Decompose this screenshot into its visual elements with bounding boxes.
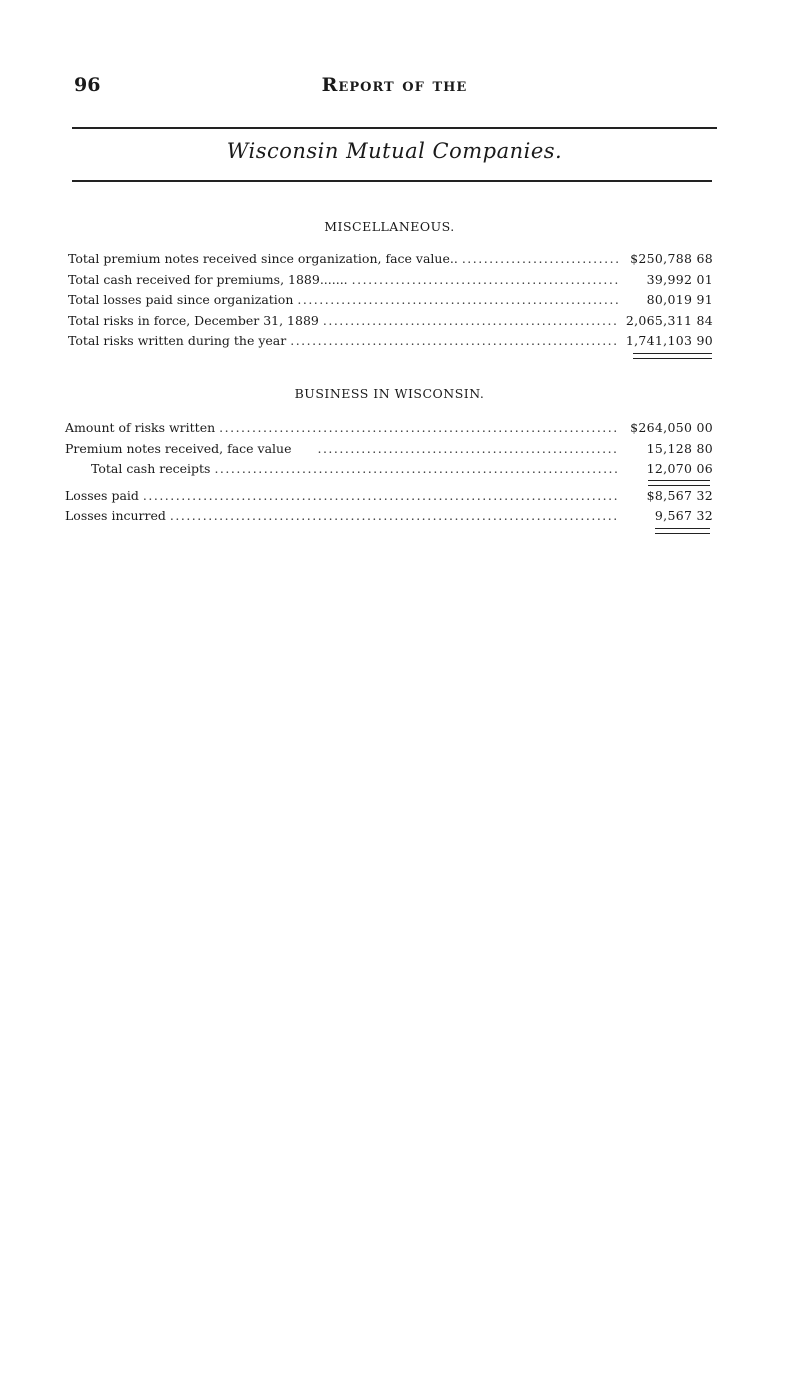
row-value: 15,128 80 [646,440,713,456]
table-row [68,331,713,352]
table-row [65,418,713,439]
table-row [68,249,713,270]
table-row [68,290,713,311]
table-row [65,459,713,480]
row-value: $264,050 00 [630,420,713,435]
table-row [68,311,713,332]
table-row [65,486,713,507]
row-value: 12,070 06 [646,461,713,476]
row-label: Total cash receipts [91,461,211,476]
row-value: $8,567 32 [646,487,713,503]
dot-leader [352,270,619,291]
subtotal-double-rule [648,480,710,486]
total-double-rule [633,353,712,359]
row-label: Total premium notes received since organization, face value.. [68,251,458,266]
row-label: Premium notes received, face value [65,440,292,456]
top-rule [72,127,717,129]
dot-leader [317,439,619,460]
miscellaneous-table [68,249,713,352]
wisconsin-table [65,418,713,527]
dot-leader [290,331,619,352]
dot-leader [323,311,619,332]
dot-leader [462,249,619,270]
dot-leader [297,290,619,311]
row-value: 1,741,103 90 [625,333,713,348]
wisconsin-heading: BUSINESS IN WISCONSIN. [294,386,485,401]
row-label: Total risks written during the year [68,333,287,348]
row-label: Total risks in force, December 31, 1889 [68,312,319,328]
table-row [65,439,713,460]
bottom-rule [72,180,712,182]
dot-leader [219,418,619,439]
row-value: 80,019 91 [646,292,713,307]
miscellaneous-heading: MISCELLANEOUS. [324,219,455,234]
page-number: 96 [74,74,101,96]
row-value: $250,788 68 [630,251,713,266]
losses-double-rule [655,528,710,534]
dot-leader [143,486,619,507]
row-value: 9,567 32 [654,508,713,523]
running-head: Report of the [321,74,468,96]
row-value: 39,992 01 [646,271,713,287]
dot-leader [214,459,619,480]
row-label: Total cash received for premiums, 1889....... [68,271,348,287]
row-label: Amount of risks written [65,420,216,435]
row-label: Losses incurred [65,508,166,523]
row-value: 2,065,311 84 [625,312,713,328]
row-label: Total losses paid since organization [68,292,294,307]
table-row [65,506,713,527]
dot-leader [170,506,619,527]
row-label: Losses paid [65,487,139,503]
company-title: Wisconsin Mutual Companies. [226,139,563,163]
table-row [68,270,713,291]
